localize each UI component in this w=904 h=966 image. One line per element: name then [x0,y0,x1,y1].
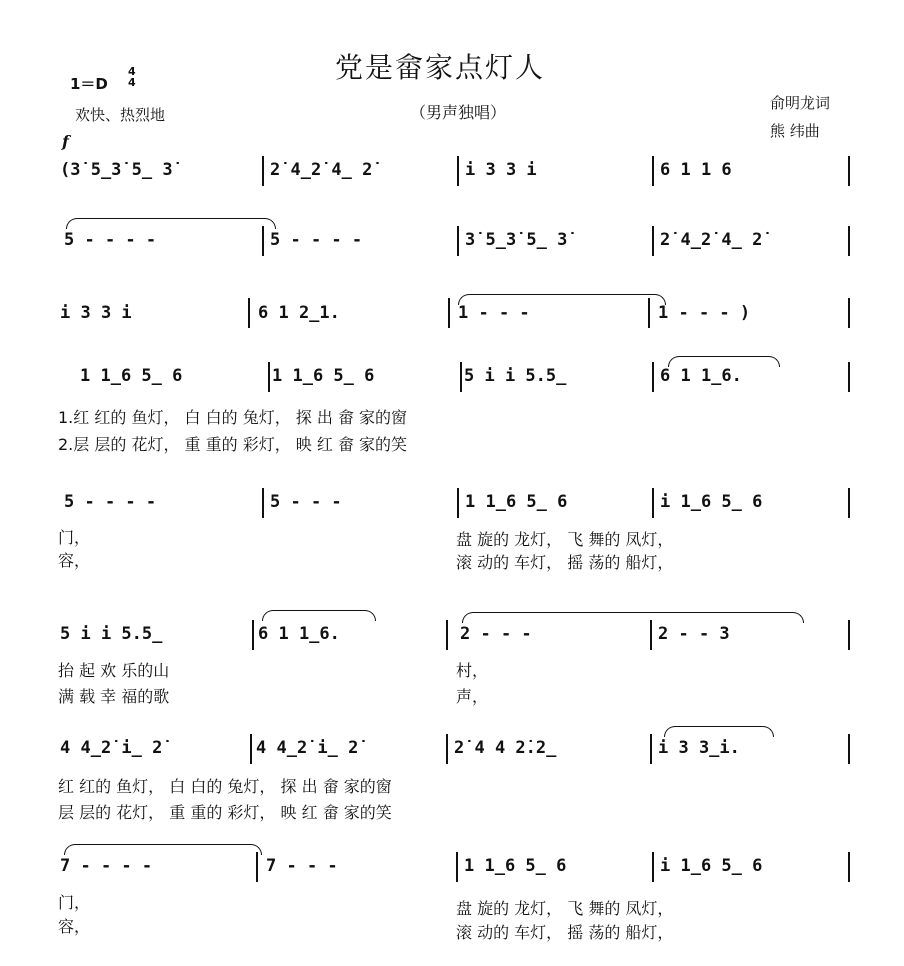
measure: i 3 3̲i. [658,738,740,758]
barline [262,226,264,256]
measure: 2̇ 4̲2̇ 4̲ 2̇ [660,230,763,250]
lyric-verse1: 盘 旋的 龙灯， 飞 舞的 凤灯， [456,899,674,918]
barline [446,620,448,650]
measure: 7 - - - [266,856,338,876]
lyric-verse2: 容， [58,551,91,570]
measure: 2 - - - [460,624,532,644]
lyric-verse1: 盘 旋的 龙灯， 飞 舞的 凤灯， [456,530,674,549]
measure: 5 - - - [270,492,342,512]
lyric-verse1: 门， [58,528,91,547]
measure: 2 - - 3 [658,624,730,644]
subtitle: （男声独唱） [410,103,507,122]
measure: 5 - - - - [270,230,363,250]
barline [848,488,850,518]
barline [268,362,270,392]
dynamic-marking: f [62,132,69,151]
music-row-7 [60,738,840,766]
barline [652,156,654,186]
measure: 5 - - - - [64,492,157,512]
measure: 1 1̲6 5̲ 6 [80,366,183,386]
barline [848,620,850,650]
barline [848,734,850,764]
lyric-verse2: 滚 动的 车灯， 摇 荡的 船灯， [456,553,674,572]
barline [262,156,264,186]
lyric-verse2: 滚 动的 车灯， 摇 荡的 船灯， [456,923,674,942]
barline [460,362,462,392]
music-row-5 [60,492,840,520]
barline [448,298,450,328]
tie-arc [64,844,262,855]
measure: i 3 3 i [465,160,537,180]
lyric-verse2: 层 层的 花灯， 重 重的 彩灯， 映 红 畲 家的笑 [58,803,392,822]
music-row-1 [60,160,840,188]
music-row-8 [60,856,840,884]
barline [848,298,850,328]
barline [652,488,654,518]
measure: 4 4̲2̇ i̲ 2̇ [60,738,163,758]
lyric-verse2: 容， [58,917,91,936]
lyric-verse2: 满 载 幸 福的歌 [58,687,170,706]
lyric-verse1: 村， [456,661,489,680]
barline [248,298,250,328]
barline [252,620,254,650]
measure: 6 1 2̲1. [258,303,340,323]
measure: i 3 3 i [60,303,132,323]
measure: 6 1 1̲6. [258,624,340,644]
time-bottom: 4 [128,76,136,89]
music-row-3 [60,303,840,331]
barline [652,362,654,392]
measure: i 1̲6 5̲ 6 [660,492,763,512]
measure: 2̇ 4 4 2̇.2̲ [454,738,557,758]
barline [256,852,258,882]
measure: 1 - - - [458,303,530,323]
barline [456,852,458,882]
measure: 1 1̲6 5̲ 6 [464,856,567,876]
measure: 1 1̲6 5̲ 6 [465,492,568,512]
barline [262,488,264,518]
lyric-verse1: 红 红的 鱼灯， 白 白的 兔灯， 探 出 畲 家的窗 [58,777,392,796]
measure: 6 1 1̲6. [660,366,742,386]
measure: 4 4̲2̇ i̲ 2̇ [256,738,359,758]
lyric-verse2: 声， [456,687,489,706]
barline [848,852,850,882]
measure: 2̇ 4̲2̇ 4̲ 2̇ [270,160,373,180]
measure: 5 i i 5.5̲ [60,624,163,644]
tempo-marking: 欢快、热烈地 [75,106,166,124]
tie-arc [262,610,376,621]
barline [648,298,650,328]
lyric-verse1: 抬 起 欢 乐的山 [58,661,170,680]
barline [848,362,850,392]
barline [457,226,459,256]
measure: 5 - - - - [64,230,157,250]
measure: 1 1̲6 5̲ 6 [272,366,375,386]
lyric-verse1: 门， [58,893,91,912]
song-title: 党是畲家点灯人 [335,51,546,84]
time-signature [128,66,136,88]
barline [250,734,252,764]
measure: i 1̲6 5̲ 6 [660,856,763,876]
measure: (3̇ 5̲3̇ 5̲ 3̇ [60,160,173,180]
measure: 6 1 1 6 [660,160,732,180]
lyric-verse1: 1.红 红的 鱼灯， 白 白的 兔灯， 探 出 畲 家的窗 [58,408,408,427]
music-row-2 [60,230,840,258]
barline [446,734,448,764]
tie-arc [664,726,774,737]
tie-arc [66,218,276,229]
measure: 1 - - - ) [658,303,751,323]
composer: 熊 纬曲 [770,122,820,140]
key-signature: 1＝D [70,75,108,93]
time-top: 4 [128,65,136,78]
measure: 5 i i 5.5̲ [464,366,567,386]
barline [457,488,459,518]
tie-arc [462,612,804,623]
barline [650,734,652,764]
barline [848,226,850,256]
barline [652,226,654,256]
barline [848,156,850,186]
measure: 7 - - - - [60,856,153,876]
measure: 3̇ 5̲3̇ 5̲ 3̇ [465,230,568,250]
barline [457,156,459,186]
music-row-6 [60,624,840,652]
barline [652,852,654,882]
lyric-verse2: 2.层 层的 花灯， 重 重的 彩灯， 映 红 畲 家的笑 [58,435,408,454]
lyricist: 俞明龙词 [770,94,831,112]
barline [650,620,652,650]
